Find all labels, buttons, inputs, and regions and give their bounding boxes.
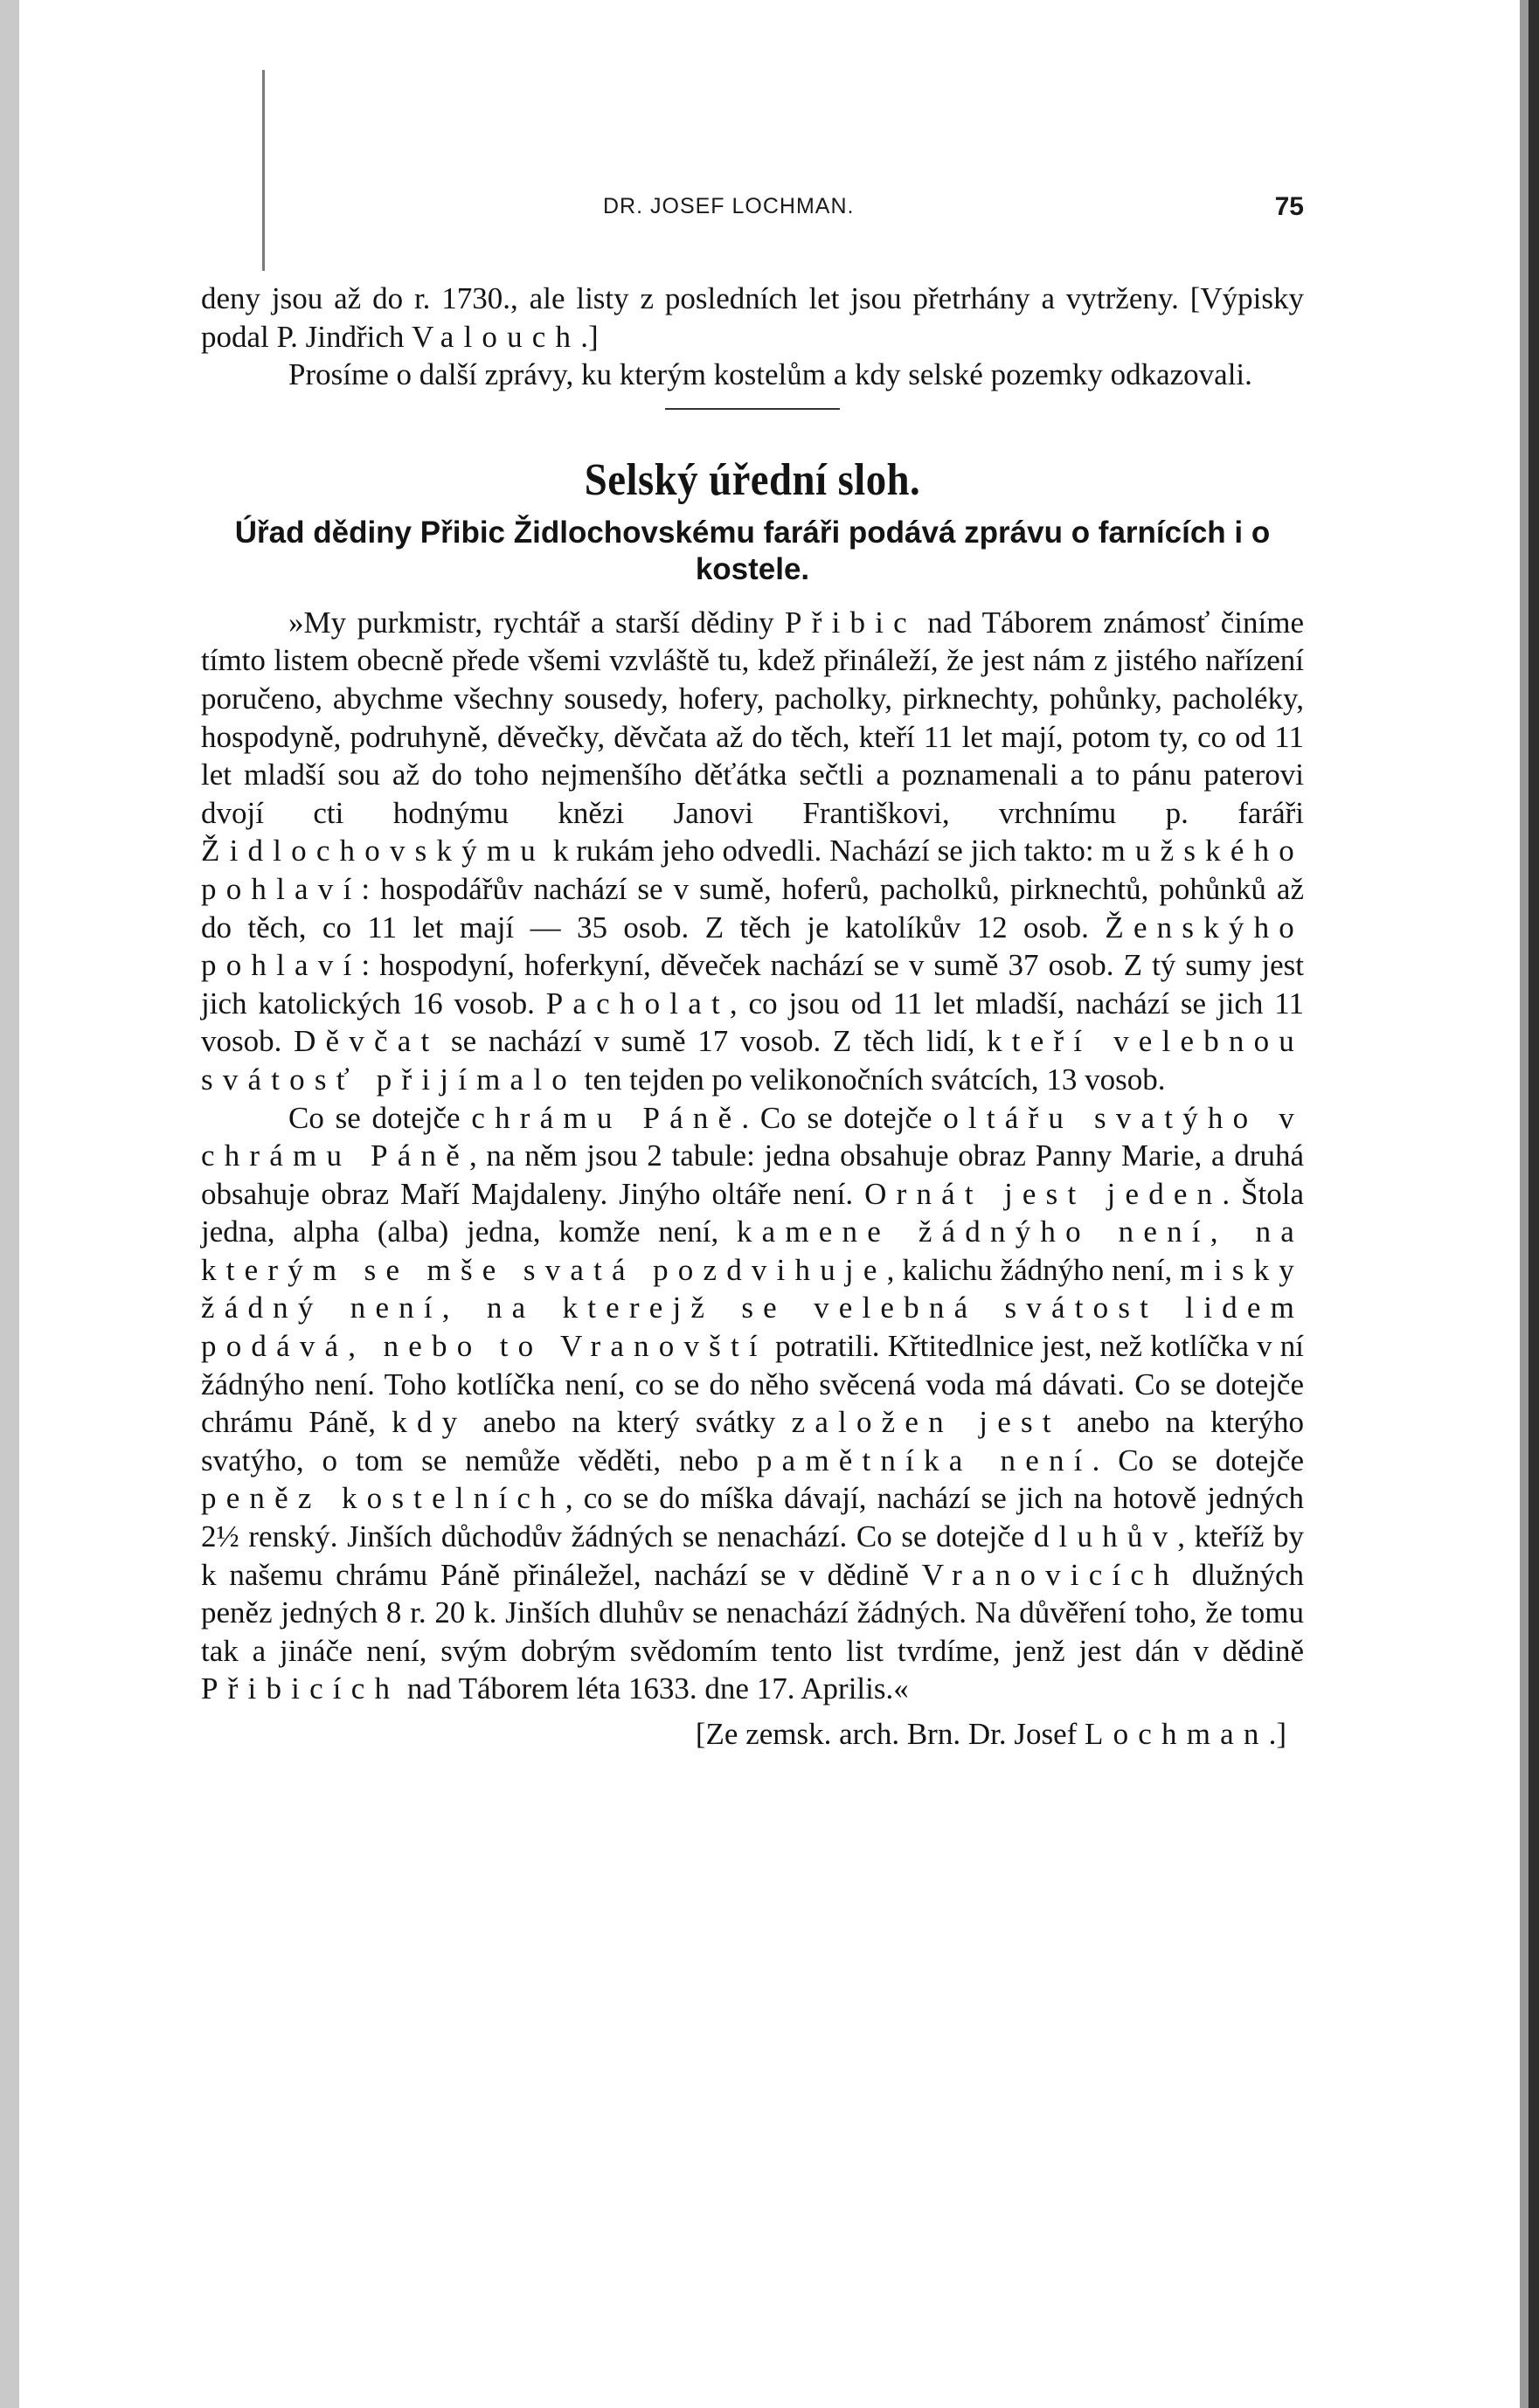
text-run: : hospodyní, hoferkyní, děveček nachází se v sumě 37 osob. Z tý sumy jest jich katolických 16 vosob. [201, 948, 1304, 1021]
spaced-run: misky žádný není, na kterejž se velebná svátost lidem podává, nebo to Vranovští [201, 1252, 1304, 1364]
text-run: ten tejden po velikonočních svátcích, 13 vosob. [576, 1062, 1166, 1097]
text-run: : hospodářův nachází se v sumě, hoferů, pacholků, pirknechtů, pohůnků až do těch, co 11 let mají — 35 osob. Z těch je katolíkův 12 osob. [201, 871, 1304, 945]
text-run: anebo na který svátky [467, 1405, 792, 1440]
attribution-text: [Ze zemsk. arch. Brn. Dr. Josef [695, 1717, 1085, 1751]
spaced-run: mužského pohlaví [201, 834, 1304, 906]
spaced-run: oltářu svatýho v chrámu Páně [201, 1100, 1304, 1173]
text-run: anebo na kterýho svatýho, o tom se nemůže věděti, nebo [201, 1405, 1304, 1477]
spaced-run: Přibic [785, 605, 917, 640]
text-run: , kteříž by k našemu chrámu Páně přináležel, nachází se v dědině [201, 1519, 1304, 1592]
scan-right-shadow [1520, 0, 1529, 2408]
text-run: . Co se dotejče [1092, 1443, 1304, 1477]
intro-text: deny jsou až do r. 1730., ale listy z posledních let jsou přetrhány a vytrženy. [Výpisky podal P. Jindřich [201, 281, 1304, 354]
spaced-run: založen jest [791, 1405, 1061, 1440]
text-run: se nachází v sumě 17 vosob. Z těch lidí, [439, 1024, 988, 1059]
spaced-run: Pacholat [545, 986, 730, 1021]
text-run: , co se do míška dávají, nachází se jich na hotově jedných 2½ renský. Jinších důchodův žádných se nenachází. Co se dotejče [201, 1481, 1304, 1554]
spaced-run: kteří velebnou svátosť přijímalo [201, 1024, 1304, 1097]
scan-right-edge [1529, 0, 1539, 2408]
text-run: Co se dotejče [288, 1100, 472, 1135]
running-head [201, 194, 1304, 229]
spaced-run: Ženskýho pohlaví [201, 910, 1304, 983]
spaced-run: dluhův [1033, 1519, 1178, 1554]
text-run: . Štola jedna, alpha (alba) jedna, komže není, [201, 1176, 1304, 1249]
spaced-run: Židlochovskýmu [201, 834, 546, 868]
intro-text-end: .] [580, 319, 599, 354]
running-head-author: DR. JOSEF LOCHMAN. [603, 194, 855, 218]
spaced-run: Děvčat [294, 1024, 440, 1059]
spaced-run: kamene žádnýho není, na kterým se mše svatá pozdvihuje [201, 1214, 1304, 1287]
text-run: , co jsou od 11 let mladší, nachází se jich 11 vosob. [201, 986, 1304, 1059]
intro-paragraph-1 [201, 280, 1304, 356]
scan-left-edge [0, 0, 19, 2408]
article-subtitle: Úřad dědiny Přibic Židlochovskému faráři podává zprávu o farnících i o kostele. [234, 515, 1271, 586]
spaced-run: Ornát jest jeden [864, 1176, 1223, 1211]
spaced-run: Přibicích [201, 1671, 400, 1706]
text-run: potratili. Křtitedlnice jest, než kotlíčka v ní žádnýho není. Toho kotlíčka není, co se do něho svěcená voda má dávati. Co se dotejče chrámu Páně, [201, 1329, 1304, 1440]
spaced-run: peněz kostelních [201, 1481, 565, 1516]
spaced-run: Vranovicích [921, 1557, 1179, 1592]
text-run: k rukám jeho odvedli. Nachází se jich takto: [545, 834, 1102, 868]
spaced-run: chrámu Páně [471, 1100, 742, 1135]
text-run: , kalichu žádnýho není, [886, 1252, 1181, 1287]
section-divider [665, 408, 840, 410]
body-text [201, 280, 1304, 1754]
article-title: Selský úřední sloh. [584, 454, 921, 505]
article-paragraph-2 [201, 1099, 1304, 1709]
text-run: , na něm jsou 2 tabule: jedna obsahuje obraz Panny Marie, a druhá obsahuje obraz Maří Majdaleny. Jinýho oltáře není. [201, 1138, 1305, 1211]
attribution-author: Lochman [1085, 1717, 1269, 1751]
article-paragraph-1 [201, 604, 1304, 1099]
intro-paragraph-2: Prosíme o další zprávy, ku kterým kostelům a kdy selské pozemky odkazovali. [288, 357, 1252, 392]
text-run: »My purkmistr, rychtář a starší dědiny [288, 605, 786, 640]
source-attribution [201, 1715, 1304, 1754]
text-run: nad Táborem známosť činíme tímto listem obecně přede všemi vzvláště tu, kdež přináleží, že jest nám z jistého nařízení poručeno, abychme všechny sousedy, hofery, pacholky, pirknechty, pohůnky, pacholéky, hospodyně, podruhyně, děvečky, děvčata až do těch, kteří 11 let mají, potom ty, co od 11 let mladší sou až do toho nejmenšího děťátka sečtli a poznamenali a to pánu paterovi dvojí cti hodnýmu knězi Janovi Františkovi, vrchnímu p. faráři [201, 605, 1304, 830]
spaced-name: Valouch [412, 319, 581, 354]
page-number: 75 [1274, 192, 1304, 221]
spaced-run: pamětníka není [756, 1443, 1092, 1477]
text-run: nad Táborem léta 1633. dne 17. Aprilis.« [399, 1671, 909, 1706]
spaced-run: kdy [392, 1405, 468, 1440]
fold-mark [262, 70, 265, 271]
text-run: . Co se dotejče [741, 1100, 944, 1135]
text-run: dlužných peněz jedných 8 r. 20 k. Jinších dluhův se nenachází žádných. Na důvěření toho, že tomu tak a jináče není, svým dobrým svědomím tento list tvrdíme, jenž jest dán v dědině [201, 1557, 1304, 1668]
attribution-end: .] [1268, 1717, 1286, 1751]
